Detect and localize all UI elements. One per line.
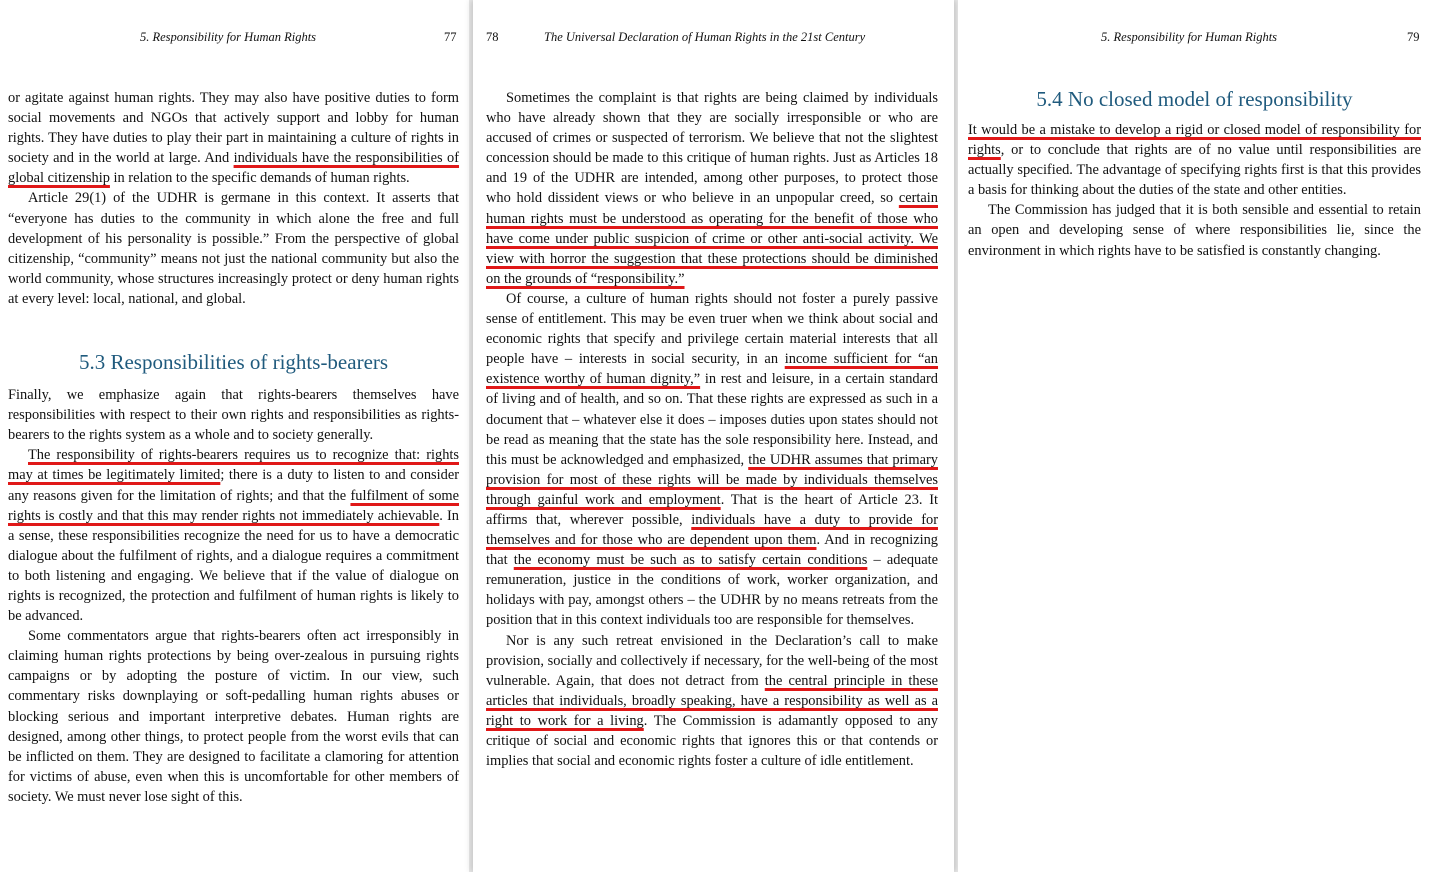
text-run: or agitate against human rights. They may also have positive duties to form social movements and NGOs that actively support and lobby for human rights. They have duties to play their part in maintaining a culture of rights in society and in the world at large. And [8, 90, 459, 167]
running-head-title: 5. Responsibility for Human Rights [140, 30, 317, 44]
page-body [486, 88, 938, 771]
running-head [0, 28, 469, 48]
text-run: Of course, a culture of human rights should not foster a purely passive sense of entitlement. This may be even truer when we think about social and economic rights that specify and privilege certain material interests that all people have – interests in social security, in an [486, 290, 938, 368]
text-run: . In a sense, these responsibilities recognize the need for us to have a democratic dialogue about the fulfilment of rights, and a dialogue requires a commitment to both listening and engaging. We believe that if the value of dialogue on rights is recognized, the protection and fulfilment of human rights is likely to be advanced. [8, 507, 459, 625]
text-run: . And in recognizing that [486, 532, 939, 569]
paragraph [8, 626, 459, 807]
page-79 [958, 0, 1456, 872]
paragraph [486, 289, 938, 631]
highlighted-passage: It would be a mistake to develop a rigid or closed model of responsibility for rights [968, 122, 1421, 159]
paragraph [486, 88, 938, 289]
running-head [473, 28, 954, 48]
text-run: , or to conclude that rights are of no value until responsibilities are actually specified. The advantage of specifying rights first is that this provides a basis for thinking about the duties of the state and other entities. [968, 142, 1421, 199]
text-run: Finally, we emphasize again that rights-bearers themselves have responsibilities with respect to their own rights and responsibilities as rights-bearers to the rights system as a whole and to society generally. [8, 387, 459, 444]
text-run: Sometimes the complaint is that rights are being claimed by individuals who have already shown that they are socially irresponsible or who are accused of crimes or suspected of terrorism. We believe that not the slightest concession should be made to this critique of human rights. Just as Articles 18 and 19 of the UDHR are intended, among other purposes, to protect those who hold dissident views or who believe in an unpopular creed, so [486, 90, 938, 207]
page-number: 77 [444, 30, 457, 44]
text-run: . That is the heart of Article 23. It affirms that, wherever possible, [486, 491, 938, 528]
running-head [958, 28, 1456, 48]
text-run: in rest and leisure, in a certain standard of living and of health, and so on. That these rights are expressed as such in a document that – whatever else it does – imposes duties upon states should not be read as meaning that the state has the sole responsibility here. Instead, and this must be acknowledged and emphasized, [486, 371, 938, 468]
paragraph [8, 188, 459, 309]
page-number: 79 [1407, 30, 1420, 44]
highlighted-passage: the central principle in these articles that individuals, broadly speaking, have a responsibility as well as a right to work for a living [486, 672, 938, 729]
page-body [8, 88, 459, 807]
running-head-title: The Universal Declaration of Human Rights in the 21st Century [544, 30, 866, 44]
highlighted-passage: fulfilment of some rights is costly and that this may render rights not immediately achievable [8, 487, 460, 524]
section-heading: 5.4 No closed model of responsibility [1036, 87, 1353, 111]
page-body [968, 88, 1421, 261]
paragraph [8, 88, 459, 188]
paragraph [8, 445, 459, 626]
text-run: Article 29(1) of the UDHR is germane in this context. It asserts that “everyone has duties to the community in which alone the free and full development of his personality is possible.” From the perspective of global citizenship, “community” means not just the national community but also the world community, whose structures increasingly protect or deny human rights at every level: local, national, and global. [8, 190, 459, 307]
page-78 [473, 0, 954, 872]
highlighted-passage: the UDHR assumes that primary provision for most of these rights will be made by individuals themselves through gainful work and employment [486, 451, 938, 508]
text-run: ; there is a duty to listen to and consider any reasons given for the limitation of rights; and that the [8, 467, 459, 504]
paragraph [486, 631, 938, 772]
text-run: The Commission has judged that it is both sensible and essential to retain an open and developing sense of where responsibilities lie, since the environment in which rights have to be satisfied is constantly changing. [968, 202, 1421, 259]
highlighted-passage: certain human rights must be understood as operating for the benefit of those who have come under public suspicion of crime or other anti-social activity. We view with horror the suggestion that these protections should be diminished on the grounds of “responsibility.” [486, 190, 938, 287]
highlighted-passage: individuals have a duty to provide for themselves and for those who are dependent upon them [486, 511, 938, 549]
highlighted-passage: income sufficient for “an existence worthy of human dignity,” [486, 351, 939, 388]
text-run: in relation to the specific demands of human rights. [109, 170, 410, 187]
page-77 [0, 0, 469, 872]
text-run: . The Commission is adamantly opposed to any critique of social and economic rights that ignores this or that contends or implies that social and economic rights foster a culture of idle entitlement. [486, 712, 938, 770]
text-run: Nor is any such retreat envisioned in the Declaration’s call to make provision, socially and collectively if necessary, for the well-being of the most vulnerable. Again, that does not detract from [486, 632, 938, 689]
page-number: 78 [486, 30, 499, 44]
paragraph [968, 120, 1421, 200]
text-run: – adequate remuneration, justice in the conditions of work, worker organization, and holidays with pay, amongst others – the UDHR by no means retreats from the position that in this context individuals too are responsible for themselves. [486, 552, 938, 629]
section-heading: 5.3 Responsibilities of rights-bearers [78, 350, 389, 375]
running-head-title: 5. Responsibility for Human Rights [1101, 30, 1278, 44]
highlighted-passage: the economy must be such as to satisfy certain conditions [513, 552, 868, 569]
highlighted-passage: The responsibility of rights-bearers requires us to recognize that: rights may at times be legitimately limited [8, 447, 459, 484]
paragraph [968, 200, 1421, 260]
highlighted-passage: individuals have the responsibilities of global citizenship [8, 150, 460, 187]
text-run: Some commentators argue that rights-bearers often act irresponsibly in claiming human rights protections by being over-zealous in pursuing rights campaigns or by adopting the posture of victim. In our view, such commentary risks downplaying or soft-pedalling human rights abuses or blocking serious and important interpretive debates. Human rights are designed, among other things, to protect people from the worst evils that can be inflicted on them. They are designed to facilitate a clamoring for attention for victims of abuse, even when this is uncomfortable for other members of society. We must never lose sight of this. [8, 628, 459, 805]
paragraph [8, 385, 459, 445]
